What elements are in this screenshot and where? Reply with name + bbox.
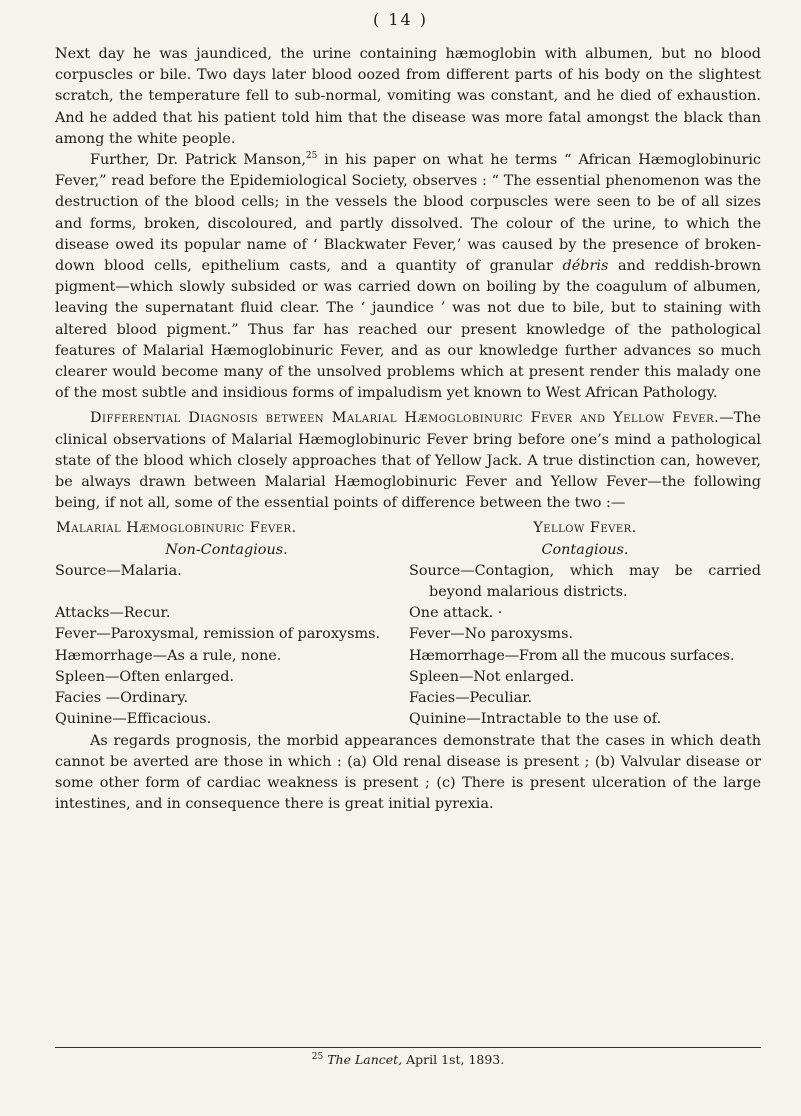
- yellow-fever-haemorrhage: Hæmorrhage—From all the mucous surfaces.: [409, 647, 735, 664]
- malarial-column: [55, 518, 398, 730]
- comparison-columns: [55, 518, 761, 730]
- footnote-rule: [55, 1047, 761, 1048]
- page-number: ( 14 ): [372, 10, 428, 29]
- yellow-fever-spleen: Spleen—Not enlarged.: [409, 668, 575, 685]
- malarial-haemorrhage: Hæmorrhage—As a rule, none.: [55, 647, 282, 664]
- paragraph-4: As regards prognosis, the morbid appearances demonstrate that the cases in which death cannot be averted are those in which : (a) Old renal disease is present ; (b) Valvular disease or some other form of cardiac weakness is present ; (c) There is present ulceration of the large intestines, and in consequence there is great initial pyrexia.: [55, 732, 761, 813]
- footnote-date: April 1st, 1893.: [402, 1052, 505, 1067]
- malarial-spleen: Spleen—Often enlarged.: [55, 668, 234, 685]
- italic-term: débris: [562, 258, 609, 275]
- footnote-source: The Lancet,: [327, 1052, 403, 1067]
- malarial-attacks: Attacks—Recur.: [55, 605, 171, 622]
- yellow-fever-fever: Fever—No paroxysms.: [409, 626, 574, 643]
- malarial-fever: Fever—Paroxysmal, remission of paroxysms.: [55, 626, 381, 643]
- malarial-quinine: Quinine—Efficacious.: [55, 711, 212, 728]
- main-text: [55, 44, 761, 815]
- paragraph-3: Differential Diagnosis between Malarial Hæmoglobinuric Fever and Yellow Fever.—The clinical observations of Malarial Hæmoglobinuric Fever bring before one’s mind a pathological state of the blood which closely approaches that of Yellow Jack. A true distinction can, however, be always drawn between Malarial Hæmoglobinuric Fever and Yellow Fever—the following being, if not all, some of the essential points of difference between the two :—: [55, 410, 761, 512]
- section-heading: Differential Diagnosis between Malarial Hæmoglobinuric Fever and Yellow Fever.: [90, 410, 720, 427]
- footnote-ref: 25: [305, 151, 318, 162]
- yellow-fever-subheading: Contagious.: [541, 541, 629, 558]
- yellow-fever-column: [409, 518, 761, 730]
- yellow-fever-attacks: One attack. ·: [409, 605, 503, 622]
- footnote-number: 25: [311, 1051, 324, 1062]
- yellow-fever-facies: Facies—Peculiar.: [409, 690, 533, 707]
- yellow-fever-quinine: Quinine—Intractable to the use of.: [409, 711, 662, 728]
- paragraph-2: Further, Dr. Patrick Manson,$^{25}$ in his paper on what he terms “ African Hæmoglobinuric Fever,” read before the Epidemiological Society, observes : “ The essential phenomenon was the destruction of the blood cells; in the vessels the blood corpuscles were seen to be of all sizes and forms, broken, discoloured, and partly dissolved. The colour of the urine, to which the disease owed its popular name of ‘ Blackwater Fever,’ was caused by the presence of broken-down blood cells, epithelium casts, and a quantity of granular débris and reddish-brown pigment—which slowly subsided or was carried down on boiling by the coagulum of albumen, leaving the supernatant fluid clear. The ‘ jaundice ’ was not due to bile, but to staining with altered blood pigment.” Thus far has reached our present knowledge of the pathological features of Malarial Hæmoglobinuric Fever, and as our knowledge further advances so much clearer would become many of the unsolved problems which at present render this malady one of the most subtle and insidious forms of impaludism yet known to West African Pathology.: [55, 151, 761, 402]
- malarial-source: Source—Malaria.: [55, 562, 182, 579]
- footnote: [55, 1052, 761, 1067]
- malarial-heading: Malarial Hæmoglobinuric Fever.: [56, 520, 297, 537]
- malarial-subheading: Non-Contagious.: [165, 541, 288, 558]
- malarial-facies: Facies —Ordinary.: [55, 690, 189, 707]
- yellow-fever-source: Source—Contagion, which may be carried beyond malarious districts.: [409, 562, 761, 601]
- paragraph-1: Next day he was jaundiced, the urine containing hæmoglobin with albumen, but no blood corpuscles or bile. Two days later blood oozed from different parts of his body on the slightest scratch, the temperature fell to sub-normal, vomiting was constant, and he died of exhaustion. And he added that his patient told him that the disease was more fatal amongst the black than among the white people.: [55, 46, 761, 147]
- yellow-fever-heading: Yellow Fever.: [533, 520, 637, 537]
